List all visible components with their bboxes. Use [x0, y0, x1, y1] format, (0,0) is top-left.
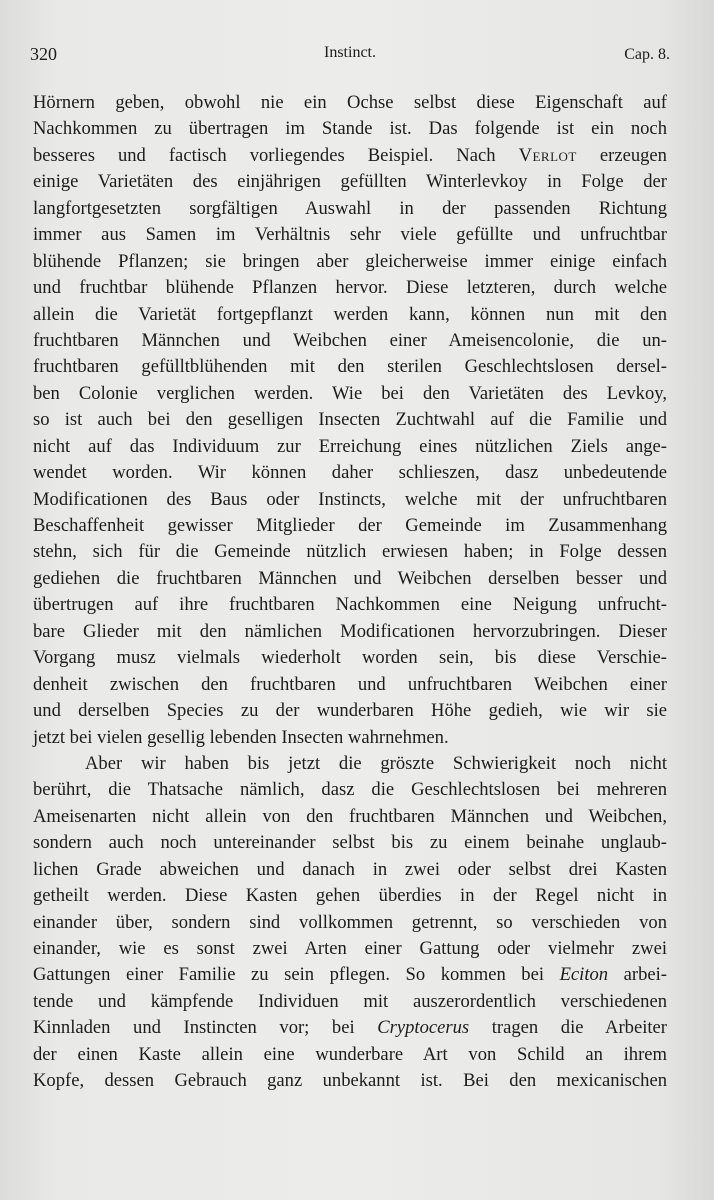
text-line: berührt, die Thatsache nämlich, dasz die Geschlechtslosen bei mehreren — [33, 779, 667, 801]
text-line: sondern auch noch untereinander selbst bis zu einem beinahe unglaub- — [33, 832, 667, 854]
text-line: besseres und factisch vorliegendes Beispiel. Nach Verlot erzeugen — [33, 144, 667, 166]
text-line: der einen Kaste allein eine wunderbare Art von Schild an ihrem — [33, 1043, 667, 1065]
text-line: Gattungen einer Familie zu sein pflegen. So kommen bei Eciton arbei- — [33, 964, 667, 986]
text-line: Nachkommen zu übertragen im Stande ist. Das folgende ist ein noch — [33, 118, 667, 140]
text-line: lichen Grade abweichen und danach in zwei oder selbst drei Kasten — [33, 858, 667, 880]
text-line: Kopfe, dessen Gebrauch ganz unbekannt ist. Bei den mexicanischen — [33, 1070, 667, 1092]
text-line: so ist auch bei den geselligen Insecten Zuchtwahl auf die Familie und — [33, 409, 667, 431]
genus-name: Cryptocerus — [377, 1017, 470, 1039]
text-line: Vorgang musz vielmals wiederholt worden sein, bis diese Verschie- — [33, 647, 667, 669]
text-line: blühende Pflanzen; sie bringen aber gleicherweise immer einige einfach — [33, 250, 667, 272]
text-line: tende und kämpfende Individuen mit auszerordentlich verschiedenen — [33, 990, 667, 1012]
chapter-label: Cap. 8. — [624, 46, 670, 63]
text-line: einander, wie es sonst zwei Arten einer Gattung oder vielmehr zwei — [33, 938, 667, 959]
text-line: fruchtbaren Männchen und Weibchen einer Ameisencolonie, die un- — [33, 329, 667, 351]
text-line: getheilt werden. Diese Kasten gehen überdies in der Regel nicht in — [33, 885, 667, 907]
text-line: Hörnern geben, obwohl nie ein Ochse selbst diese Eigenschaft auf — [33, 92, 667, 113]
text-line: stehn, sich für die Gemeinde nützlich erwiesen haben; in Folge dessen — [33, 541, 667, 563]
text-line: fruchtbaren gefülltblühenden mit den sterilen Geschlechtslosen dersel- — [33, 356, 667, 378]
text-line: einander über, sondern sind vollkommen getrennt, so verschieden von — [33, 911, 667, 933]
text-line: bare Glieder mit den nämlichen Modificationen hervorzubringen. Dieser — [33, 620, 667, 642]
text-line: Modificationen des Baus oder Instincts, welche mit der unfruchtbaren — [33, 488, 667, 510]
text-line: jetzt bei vielen gesellig lebenden Insecten wahrnehmen. — [33, 726, 449, 748]
text-line: einige Varietäten des einjährigen gefüllten Winterlevkoy in Folge der — [33, 171, 667, 193]
text-line: denheit zwischen den fruchtbaren und unfruchtbaren Weibchen einer — [33, 673, 667, 695]
running-title: Instinct. — [324, 44, 376, 61]
text-line: Ameisenarten nicht allein von den fruchtbaren Männchen und Weibchen, — [33, 805, 667, 827]
text-line: gediehen die fruchtbaren Männchen und Weibchen derselben besser und — [33, 567, 667, 589]
text-line: übertrugen auf ihre fruchtbaren Nachkommen eine Neigung unfrucht- — [33, 594, 667, 616]
text-line: und fruchtbar blühende Pflanzen hervor. Diese letzteren, durch welche — [33, 277, 667, 299]
page-body — [33, 90, 667, 1095]
text-line: immer aus Samen im Verhältnis sehr viele gefüllte und unfruchtbar — [33, 224, 667, 246]
page-header — [30, 44, 670, 72]
text-line: Kinnladen und Instincten vor; bei Cryptocerus tragen die Arbeiter — [33, 1017, 667, 1039]
author-name: Verlot — [518, 144, 577, 166]
text-line: wendet worden. Wir können daher schlieszen, dasz unbedeutende — [33, 462, 667, 484]
page-number: 320 — [30, 44, 57, 64]
text-line: nicht auf das Individuum zur Erreichung eines nützlichen Ziels ange- — [33, 435, 667, 457]
text-line: und derselben Species zu der wunderbaren Höhe gedieh, wie wir sie — [33, 700, 667, 722]
text-line: Aber wir haben bis jetzt die gröszte Schwierigkeit noch nicht — [85, 752, 667, 774]
genus-name: Eciton — [559, 964, 609, 986]
text-line: allein die Varietät fortgepflanzt werden kann, können nun mit den — [33, 303, 667, 325]
text-line: ben Colonie verglichen werden. Wie bei den Varietäten des Levkoy, — [33, 382, 667, 404]
text-line: langfortgesetzten sorgfältigen Auswahl in der passenden Richtung — [33, 197, 667, 219]
text-line: Beschaffenheit gewisser Mitglieder der Gemeinde im Zusammenhang — [33, 515, 667, 536]
